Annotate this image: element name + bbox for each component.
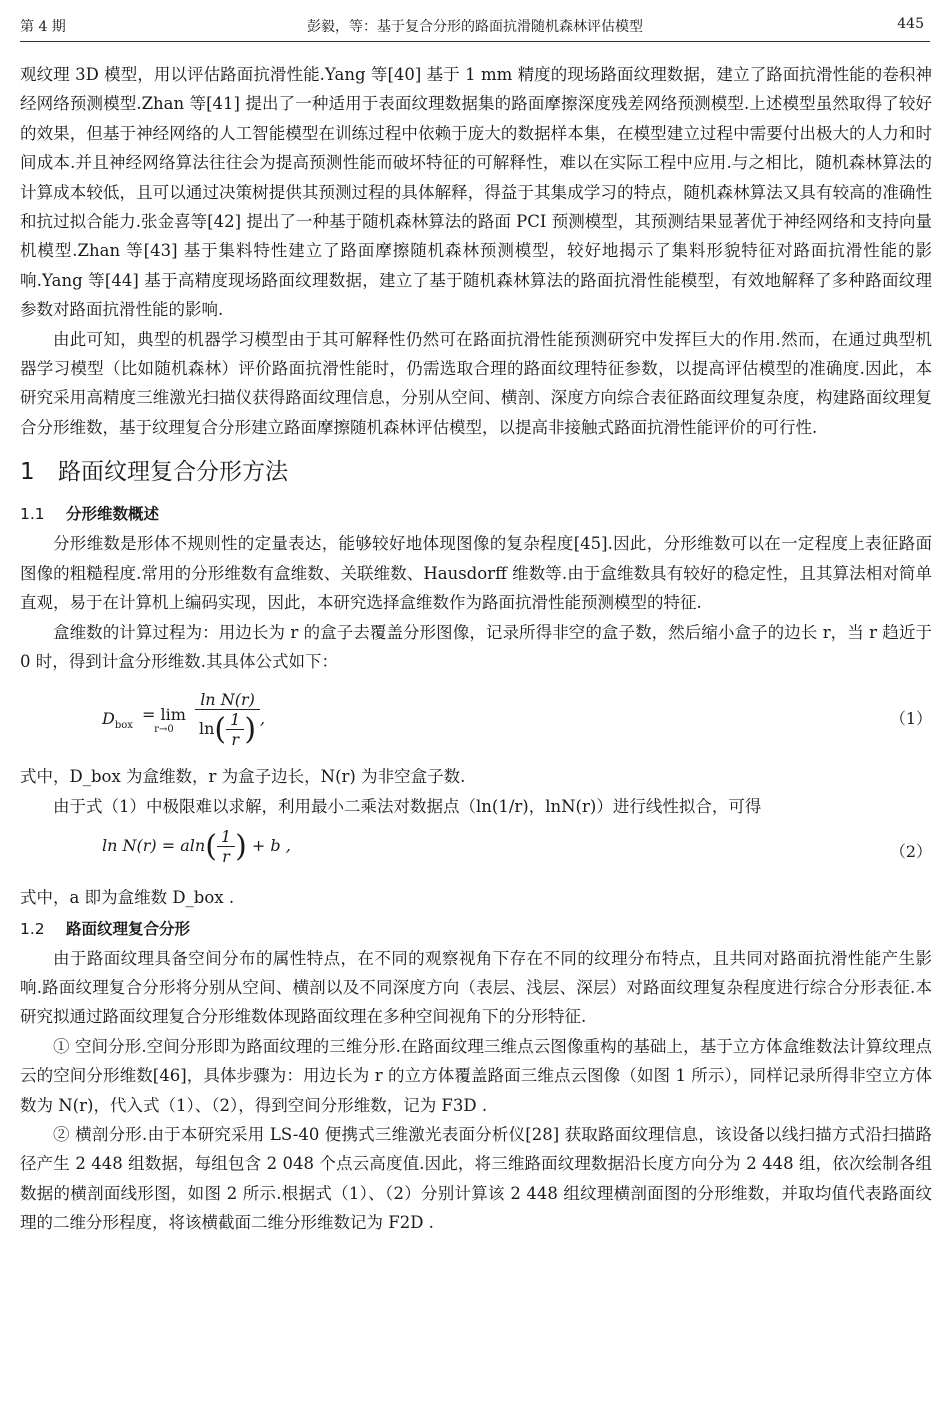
eq1-lhs: D (102, 709, 115, 729)
section-1-2-heading (20, 915, 932, 944)
header-rule (20, 41, 930, 42)
eq1-denominator-ln: ln (198, 719, 215, 739)
paragraph-5: 式中，D_box 为盒维数，r 为盒子边长，N(r) 为非空盒子数. (20, 767, 466, 787)
running-header (20, 14, 930, 38)
section-1-2-number: 1.2 (20, 919, 45, 938)
paragraph-10: ② 横剖分形.由于本研究采用 LS-40 便携式三维激光表面分析仪[28] 获取路面纹理信息，该设备以线扫描方式沿扫描路径产生 2 448 组数据，每组包含 2 048 个点云高度值.因此，将三维路面纹理数据沿长度方向分为 2 448 组，依次绘制各组数据的横剖面线形图，如图 2 所示.根据式（1）、（2）分别计算该 2 448 组纹理横剖面图的分形维数，并取均值代表路面纹理的二维分形程度，将该横截面二维分形维数记为 F2D . (20, 1124, 932, 1233)
section-1-number: 1 (20, 459, 35, 486)
eq2-lhs: ln N(r) = aln (102, 836, 206, 856)
paragraph-6: 由于式（1）中极限难以求解，利用最小二乘法对数据点（ln(1/r)，lnN(r)）进行线性拟合，可得 (53, 796, 762, 816)
section-1-heading (20, 454, 932, 490)
eq1-tail: , (260, 709, 266, 729)
paragraph-4: 盒维数的计算过程为：用边长为 r 的盒子去覆盖分形图像，记录所得非空的盒子数，然后缩小盒子的边长 r，当 r 趋近于 0 时，得到计盒分形维数.其具体公式如下： (20, 622, 932, 671)
paragraph-9: ① 空间分形.空间分形即为路面纹理的三维分形.在路面纹理三维点云图像重构的基础上，基于立方体盒维数法计算纹理点云的空间分形维数[46]，具体步骤为：用边长为 r 的立方体覆盖路面三维点云图像（如图 1 所示），同样记录所得非空立方体数为 N(r)，代入式（1）、（2），得到空间分形维数，记为 F3D . (20, 1036, 932, 1115)
eq1-fraction: ln N(r) ln( $\frac{1}{r}$ ) (195, 690, 260, 749)
paragraph-1: 观纹理 3D 模型，用以评估路面抗滑性能.Yang 等[40] 基于 1 mm 精度的现场路面纹理数据，建立了路面抗滑性能的卷积神经网络预测模型.Zhan 等[41] 提出了一种适用于表面纹理数据集的路面摩擦深度残差网络预测模型.上述模型虽然取得了较好的效果，但基于神经网络的人工智能模型在训练过程中依赖于庞大的数据样本集，在模型建立过程中需要付出极大的人力和时间成本.并且神经网络算法往往会为提高预测性能而破坏特征的可解释性，难以在实际工程中应用.与之相比，随机森林算法的计算成本较低，且可以通过决策树提供其预测过程的具体解释，得益于其集成学习的特点，随机森林算法又具有较高的准确性和抗过拟合能力.张金喜等[42] 提出了一种基于随机森林算法的路面 PCI 预测模型，其预测结果显著优于神经网络和支持向量机模型.Zhan 等[43] 基于集料特性建立了路面摩擦随机森林预测模型，较好地揭示了集料形貌特征对路面抗滑性能的影响.Yang 等[44] 基于高精度现场路面纹理数据，建立了基于随机森林算法的路面抗滑性能模型，有效地解释了多种路面纹理参数对路面抗滑性能的影响. (20, 65, 932, 320)
section-1-2-title: 路面纹理复合分形 (66, 919, 191, 938)
section-1-1-heading (20, 500, 932, 529)
article-body (20, 60, 932, 1238)
section-1-1-number: 1.1 (20, 505, 45, 524)
paragraph-3: 分形维数是形体不规则性的定量表达，能够较好地体现图像的复杂程度[45].因此，分形维数可以在一定程度上表征路面图像的粗糙程度.常用的分形维数有盒维数、关联维数、Hausdorff 维数等.由于盒维数具有较好的稳定性，且其算法相对简单直观，易于在计算机上编码实现，因此，本研究选择盒维数作为路面抗滑性能预测模型的特征. (20, 534, 932, 613)
eq1-lim: = lim (141, 704, 186, 724)
eq2-number: （2） (889, 842, 932, 862)
paragraph-7: 式中，a 即为盒维数 D_box . (20, 888, 235, 908)
page-number: 445 (897, 16, 924, 32)
section-1-title: 路面纹理复合分形方法 (58, 459, 288, 486)
eq1-number: （1） (889, 709, 932, 729)
eq1-lim-sub: r→0 (154, 723, 174, 735)
running-title: 彭毅，等：基于复合分形的路面抗滑随机森林评估模型 (307, 19, 643, 35)
eq1-inner-den: r (231, 730, 240, 750)
eq2-tail: + b , (251, 836, 291, 856)
equation-1 (20, 676, 932, 762)
eq2-inner-den: r (222, 847, 230, 867)
eq1-lhs-sub: box (114, 720, 133, 732)
eq2-inner-num: 1 (217, 827, 235, 847)
eq1-inner-num: 1 (226, 710, 244, 730)
section-1-1-title: 分形维数概述 (66, 505, 160, 524)
equation-2: ln N(r) = aln( $\frac{1}{r}$ ) + b , （2） (102, 827, 932, 867)
eq1-numerator: ln N(r) (195, 690, 260, 710)
issue-label: 第 4 期 (20, 19, 66, 35)
paragraph-8: 由于路面纹理具备空间分布的属性特点，在不同的观察视角下存在不同的纹理分布特点，且共同对路面抗滑性能产生影响.路面纹理复合分形将分别从空间、横剖以及不同深度方向（表层、浅层、深层）对路面纹理复杂程度进行综合分形表征.本研究拟通过路面纹理复合分形维数体现路面纹理在多种空间视角下的分形特征. (20, 948, 932, 1027)
paragraph-2: 由此可知，典型的机器学习模型由于其可解释性仍然可在路面抗滑性能预测研究中发挥巨大的作用.然而，在通过典型机器学习模型（比如随机森林）评价路面抗滑性能时，仍需选取合理的路面纹理特征参数，以提高评估模型的准确度.因此，本研究采用高精度三维激光扫描仪获得路面纹理信息，分别从空间、横剖、深度方向综合表征路面纹理复杂度，构建路面纹理复合分形维数，基于纹理复合分形建立路面摩擦随机森林评估模型，以提高非接触式路面抗滑性能评价的可行性. (20, 329, 932, 437)
